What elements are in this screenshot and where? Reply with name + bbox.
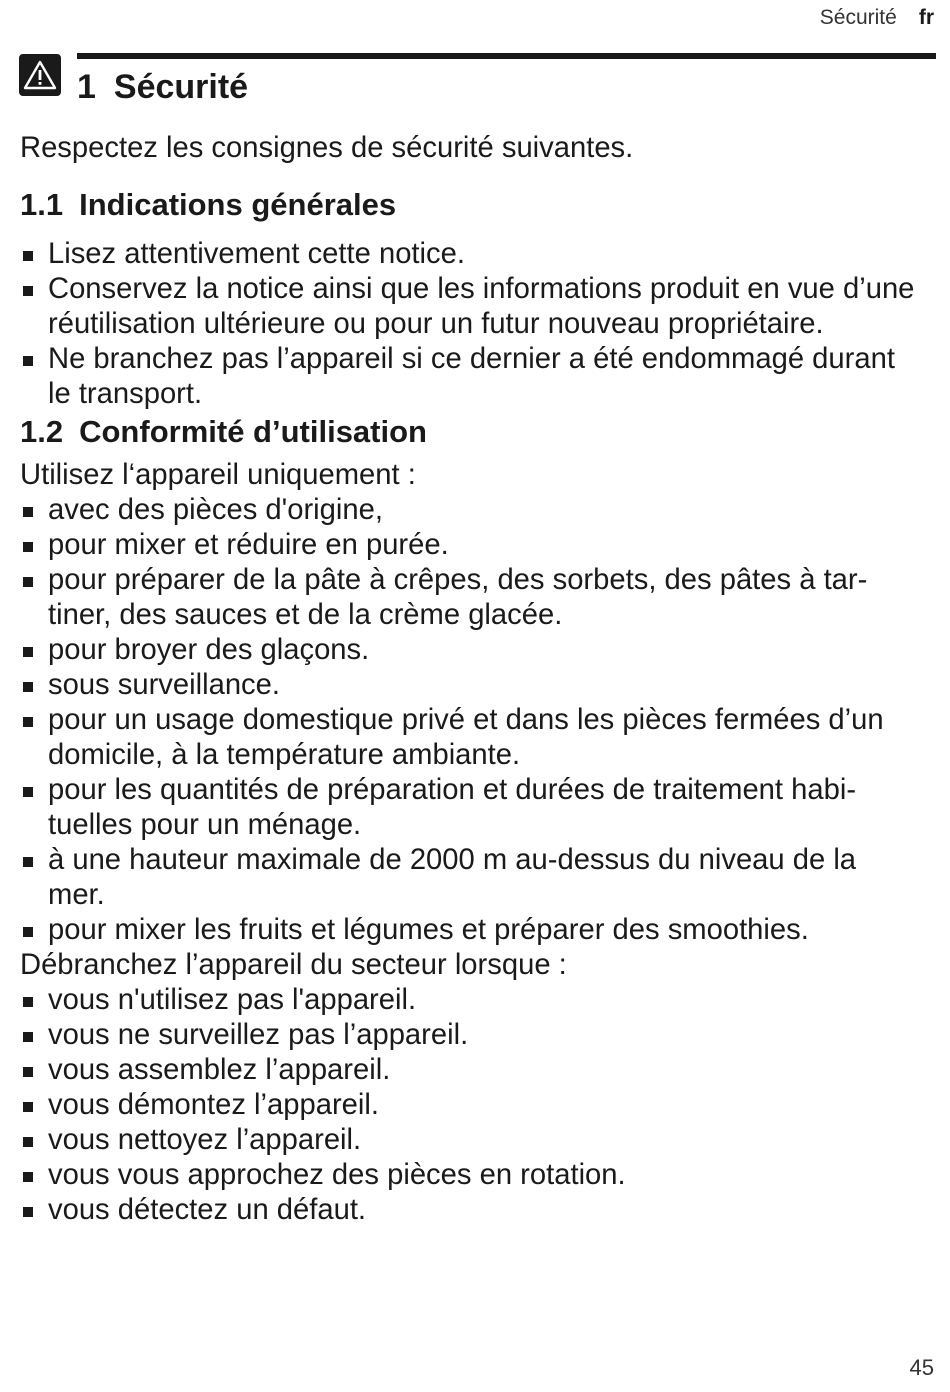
unplug-conditions-list [20,983,920,1228]
section-title: Indications générales [79,187,397,222]
usage-list [20,493,920,948]
list-item: pour broyer des glaçons. [20,633,920,668]
page-title [77,66,248,108]
usage-lead-text: Utilisez l‘appareil uniquement : [20,459,416,491]
list-item: pour un usage domestique privé et dans les pièces fermées d’un domicile, à la température ambiante. [20,703,920,773]
list-item: sous surveillance. [20,668,920,703]
list-item: Lisez attentivement cette notice. [20,237,920,272]
list-item: vous nettoyez l’appareil. [20,1123,920,1158]
list-item: vous démontez l’appareil. [20,1088,920,1123]
document-body [20,131,920,1228]
list-item: vous vous approchez des pièces en rotation. [20,1158,920,1193]
header-language: fr [918,6,934,29]
section-heading-conformity [20,412,920,452]
title-text: Sécurité [113,68,249,106]
list-item: Ne branchez pas l’appareil si ce dernier a été endommagé durant le transport. [20,342,920,412]
list-item: pour les quantités de préparation et durées de traitement habituelles pour un ménage. [20,773,920,843]
running-header [820,6,934,30]
list-item: vous assemblez l’appareil. [20,1053,920,1088]
list-item: pour mixer et réduire en purée. [20,528,920,563]
list-item: avec des pièces d'origine, [20,493,920,528]
list-item: pour mixer les fruits et légumes et préparer des smoothies. [20,913,920,948]
title-rule [77,53,936,59]
list-item: vous détectez un défaut. [20,1193,920,1228]
title-number: 1 [77,68,96,106]
list-item: vous n'utilisez pas l'appareil. [20,983,920,1018]
section-number: 1.1 [20,187,64,222]
general-indications-list [20,237,920,412]
warning-icon [19,54,61,96]
list-item: pour préparer de la pâte à crêpes, des sorbets, des pâtes à tartiner, des sauces et de la crème glacée. [20,563,920,633]
page-number: 45 [909,1355,934,1380]
intro-text: Respectez les consignes de sécurité suivantes. [20,132,634,164]
section-heading-general [20,185,920,225]
unplug-lead-text: Débranchez l’appareil du secteur lorsque : [20,949,567,981]
list-item: à une hauteur maximale de 2000 m au-dessus du niveau de la mer. [20,843,920,913]
header-section-name: Sécurité [819,6,897,29]
section-title: Conformité d’utilisation [79,414,427,449]
list-item: Conservez la notice ainsi que les informations produit en vue d’une réutilisation ultérieure ou pour un futur nouveau propriétaire. [20,272,920,342]
list-item: vous ne surveillez pas l’appareil. [20,1018,920,1053]
section-number: 1.2 [20,414,64,449]
